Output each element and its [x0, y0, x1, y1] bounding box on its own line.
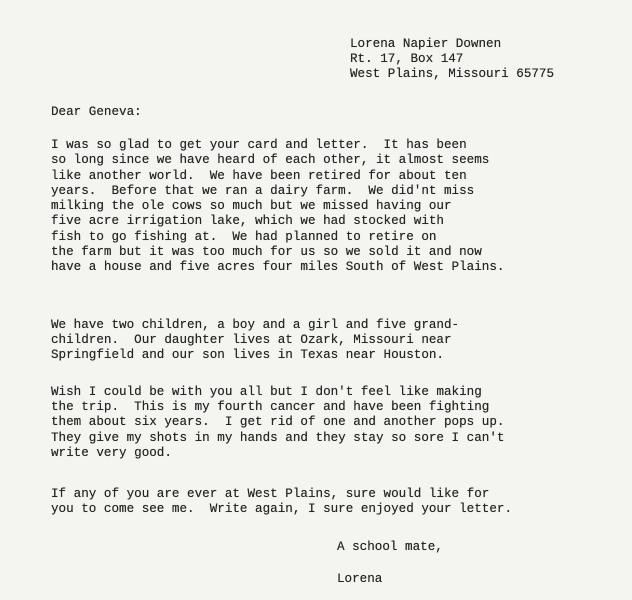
- text-line: the trip. This is my fourth cancer and have been fighting: [51, 400, 490, 415]
- text-line: them about six years. I get rid of one and another pops up.: [51, 415, 505, 430]
- text-line: They give my shots in my hands and they stay so sore I can't: [51, 430, 505, 445]
- salutation: Dear Geneva:: [51, 105, 142, 119]
- sender-name: Lorena Napier Downen: [350, 37, 502, 51]
- paragraph-invitation: [51, 487, 512, 517]
- text-line: I was so glad to get your card and letter. It has been: [51, 138, 467, 152]
- sender-city-line: West Plains, Missouri 65775: [350, 67, 555, 82]
- text-line: fish to go fishing at. We had planned to retire on: [51, 229, 437, 244]
- closing: A school mate,: [337, 540, 443, 554]
- text-line: If any of you are ever at West Plains, sure would like for: [51, 487, 490, 501]
- text-line: years. Before that we ran a dairy farm. We did'nt miss: [51, 183, 475, 198]
- text-line: the farm but it was too much for us so we sold it and now: [51, 245, 482, 260]
- text-line: milking the ole cows so much but we missed having our: [51, 199, 452, 214]
- paragraph-health: [51, 385, 504, 461]
- return-address: [350, 37, 554, 83]
- sender-address-line: Rt. 17, Box 147: [350, 52, 464, 67]
- signature: Lorena: [337, 572, 383, 586]
- text-line: have a house and five acres four miles South of West Plains.: [51, 260, 505, 275]
- text-line: like another world. We have been retired for about ten: [51, 168, 467, 183]
- text-line: Springfield and our son lives in Texas near Houston.: [51, 348, 444, 363]
- text-line: children. Our daughter lives at Ozark, Missouri near: [51, 333, 452, 348]
- text-line: We have two children, a boy and a girl and five grand-: [51, 318, 460, 332]
- text-line: Wish I could be with you all but I don't feel like making: [51, 385, 482, 399]
- text-line: you to come see me. Write again, I sure enjoyed your letter.: [51, 502, 513, 517]
- paragraph-retirement: [51, 138, 504, 276]
- text-line: so long since we have heard of each other, it almost seems: [51, 153, 490, 168]
- paragraph-children: [51, 318, 459, 364]
- text-line: five acre irrigation lake, which we had stocked with: [51, 214, 444, 229]
- text-line: write very good.: [51, 445, 172, 460]
